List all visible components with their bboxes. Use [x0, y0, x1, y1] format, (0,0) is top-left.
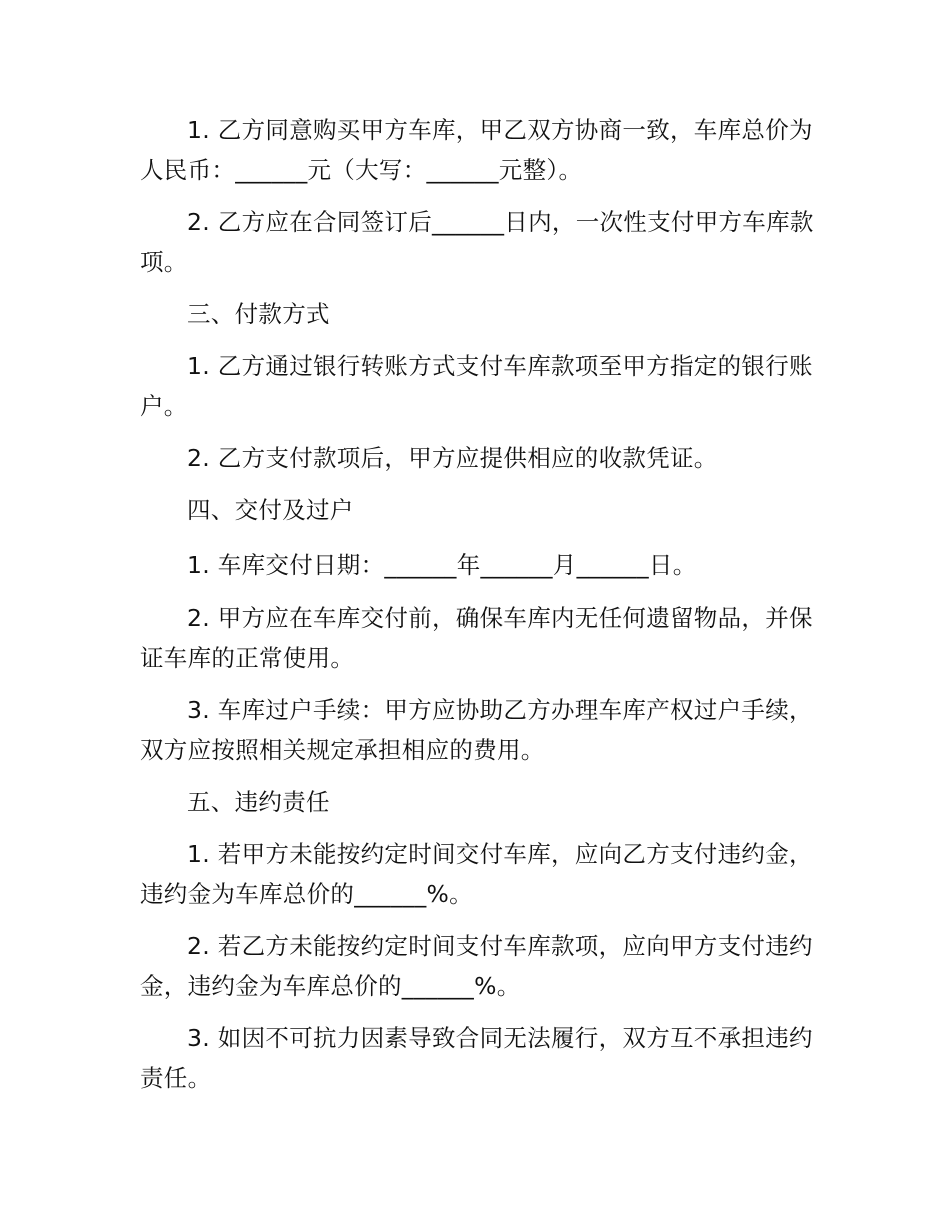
clause-payment-deadline: 2. 乙方应在合同签订后______日内，一次性支付甲方车库款项。 — [140, 208, 814, 276]
clause-party-a-breach: 1. 若甲方未能按约定时间交付车库，应向乙方支付违约金，违约金为车库总价的______%。 — [140, 840, 813, 908]
clause-garage-condition: 2. 甲方应在车库交付前，确保车库内无任何遗留物品，并保证车库的正常使用。 — [140, 604, 813, 672]
clause-price: 1. 乙方同意购买甲方车库，甲乙双方协商一致，车库总价为人民币：______元（大写：______元整）。 — [140, 116, 813, 184]
clause-ownership-transfer: 3. 车库过户手续：甲方应协助乙方办理车库产权过户手续，双方应按照相关规定承担相应的费用。 — [140, 696, 813, 764]
clause-bank-transfer: 1. 乙方通过银行转账方式支付车库款项至甲方指定的银行账户。 — [140, 352, 813, 420]
section-heading-breach-liability: 五、违约责任 — [187, 788, 330, 816]
section-heading-delivery-transfer: 四、交付及过户 — [187, 496, 354, 524]
clause-force-majeure: 3. 如因不可抗力因素导致合同无法履行，双方互不承担违约责任。 — [140, 1024, 813, 1092]
clause-party-b-breach: 2. 若乙方未能按约定时间支付车库款项，应向甲方支付违约金，违约金为车库总价的______%。 — [140, 932, 813, 1000]
clause-delivery-date: 1. 车库交付日期：______年______月______日。 — [187, 551, 697, 579]
clause-receipt: 2. 乙方支付款项后，甲方应提供相应的收款凭证。 — [187, 444, 718, 472]
section-heading-payment-method: 三、付款方式 — [187, 300, 330, 328]
